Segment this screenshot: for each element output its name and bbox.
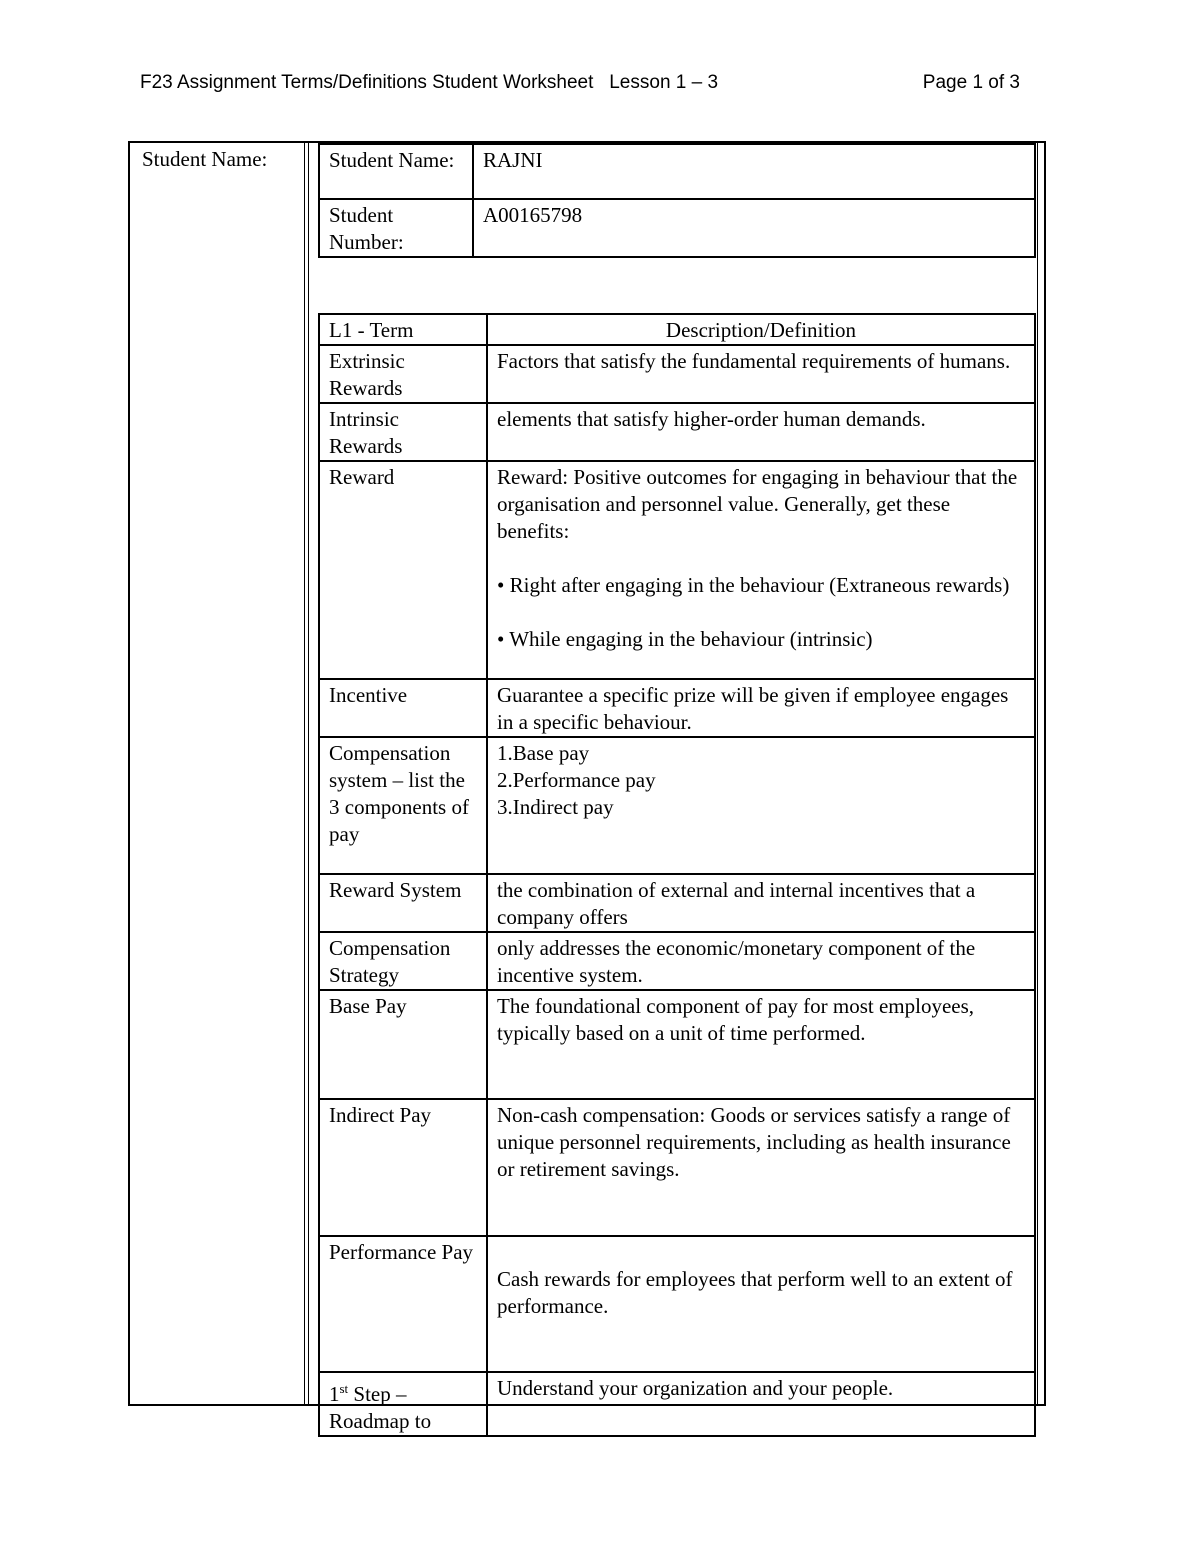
term-cell: Reward System	[319, 874, 487, 932]
term-cell: Performance Pay	[319, 1236, 487, 1372]
definition-cell: 1.Base pay 2.Performance pay 3.Indirect pay	[487, 737, 1035, 874]
definition-cell: only addresses the economic/monetary component of the incentive system.	[487, 932, 1035, 990]
term-superscript: st	[339, 1381, 349, 1396]
term-cell: Incentive	[319, 679, 487, 737]
term-prefix: 1	[329, 1382, 340, 1406]
student-number-value: A00165798	[473, 199, 1035, 257]
definition-cell: Understand your organization and your people.	[487, 1372, 1035, 1436]
student-name-value: RAJNI	[473, 144, 1035, 199]
definition-cell: Cash rewards for employees that perform well to an extent of performance.	[487, 1236, 1035, 1372]
table-row	[319, 932, 1035, 990]
student-number-label: Student Number:	[319, 199, 473, 257]
left-label-cell	[130, 143, 305, 1404]
table-row	[319, 345, 1035, 403]
table-row	[319, 403, 1035, 461]
term-cell: Extrinsic Rewards	[319, 345, 487, 403]
description-column-header: Description/Definition	[487, 314, 1035, 345]
table-row	[319, 1372, 1035, 1436]
page-header	[140, 72, 1020, 100]
terms-table	[318, 313, 1036, 1437]
definition-cell: elements that satisfy higher-order human demands.	[487, 403, 1035, 461]
table-row	[319, 199, 1035, 257]
student-info-table	[318, 143, 1036, 258]
worksheet-frame	[128, 141, 1046, 1433]
definition-cell: The foundational component of pay for most employees, typically based on a unit of time performed.	[487, 990, 1035, 1099]
table-row	[319, 1236, 1035, 1372]
student-name-label: Student Name:	[319, 144, 473, 199]
term-cell	[319, 1372, 487, 1436]
table-header-row	[319, 314, 1035, 345]
definition-cell: Factors that satisfy the fundamental requirements of humans.	[487, 345, 1035, 403]
divider	[308, 143, 309, 1404]
left-student-name-label: Student Name:	[142, 147, 268, 171]
definition-cell: Guarantee a specific prize will be given if employee engages in a specific behaviour.	[487, 679, 1035, 737]
term-cell: Reward	[319, 461, 487, 679]
term-cell: Compensation Strategy	[319, 932, 487, 990]
table-row	[319, 679, 1035, 737]
page-number: Page 1 of 3	[922, 72, 1020, 93]
term-cell: Compensation system – list the 3 components of pay	[319, 737, 487, 874]
term-column-header: L1 - Term	[319, 314, 487, 345]
definition-cell: Non-cash compensation: Goods or services satisfy a range of unique personnel requirements, including as health insurance or retirement savings.	[487, 1099, 1035, 1236]
divider	[1037, 143, 1038, 1404]
table-row	[319, 990, 1035, 1099]
table-row	[319, 737, 1035, 874]
document-title: F23 Assignment Terms/Definitions Student Worksheet Lesson 1 – 3	[140, 72, 719, 93]
table-row	[319, 1099, 1035, 1236]
term-cell: Intrinsic Rewards	[319, 403, 487, 461]
term-cell: Indirect Pay	[319, 1099, 487, 1236]
definition-cell: Reward: Positive outcomes for engaging in behaviour that the organisation and personnel value. Generally, get these benefits: • Right after engaging in the behaviour (Extraneous rewards) • While engaging in the behaviour (intrinsic)	[487, 461, 1035, 679]
definition-cell: the combination of external and internal incentives that a company offers	[487, 874, 1035, 932]
table-row	[319, 461, 1035, 679]
table-row	[319, 144, 1035, 199]
term-cell: Base Pay	[319, 990, 487, 1099]
term-rest: Step – Roadmap to	[329, 1382, 432, 1433]
table-row	[319, 874, 1035, 932]
